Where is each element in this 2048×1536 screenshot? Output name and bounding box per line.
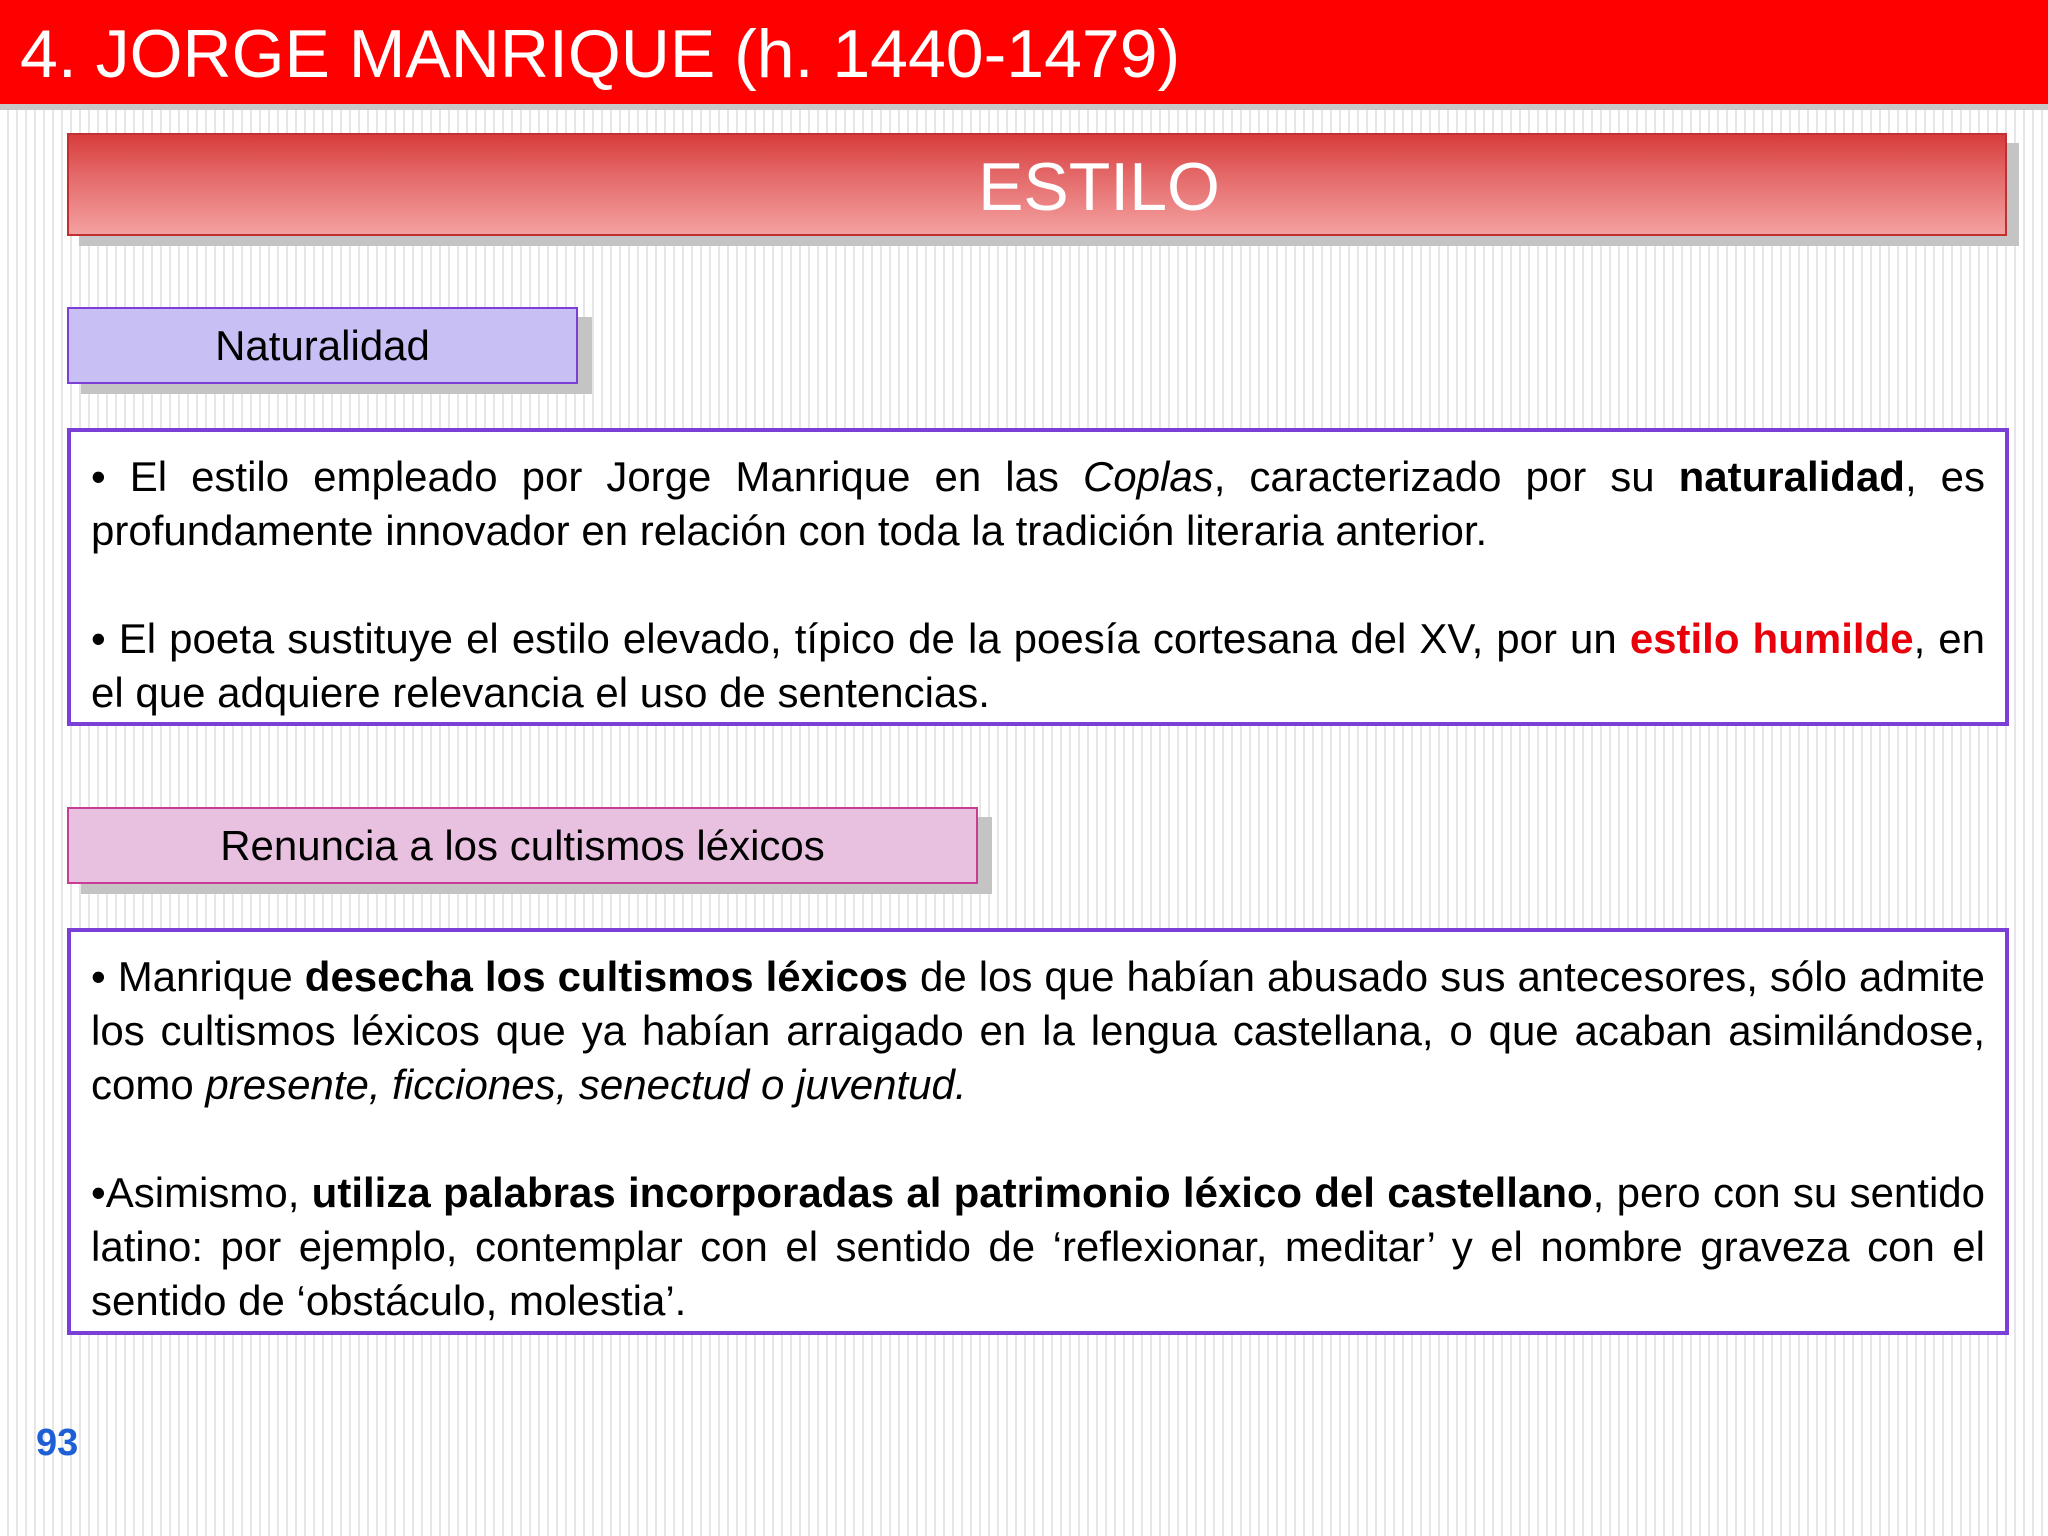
paragraph	[91, 1166, 1985, 1328]
bold-text: utiliza palabras incorporadas al patrimonio léxico del castellano	[311, 1169, 1593, 1216]
paragraph	[91, 612, 1985, 720]
text-run: • El poeta sustituye el estilo elevado, típico de la poesía cortesana del XV, por un	[91, 615, 1630, 662]
label-cultismos: Renuncia a los cultismos léxicos	[67, 807, 978, 884]
paragraph	[91, 450, 1985, 558]
label-naturalidad: Naturalidad	[67, 307, 578, 384]
section-banner	[67, 133, 2007, 236]
text-run: • Manrique	[91, 953, 305, 1000]
text-run: , es profundamente innovador en relación con toda la tradición literaria anterior.	[91, 453, 1986, 554]
page-number: 93	[36, 1422, 79, 1464]
section-title: ESTILO	[978, 149, 1220, 225]
text-run: , caracterizado por su	[1213, 453, 1679, 500]
text-run: •Asimismo,	[91, 1169, 312, 1216]
slide-title: 4. JORGE MANRIQUE (h. 1440-1479)	[20, 16, 1181, 92]
text-run: • El estilo empleado por Jorge Manrique en las	[91, 453, 1083, 500]
text-run: , pero con su sentido latino: por ejemplo, contemplar con el sentido de ‘reflexionar, meditar’ y el nombre graveza con el sentido de ‘obstáculo, molestia’.	[91, 1169, 1986, 1324]
bold-text: naturalidad	[1678, 453, 1905, 500]
italic-text: presente, ficciones, senectud o juventud.	[205, 1061, 967, 1108]
bold-text: desecha los cultismos léxicos	[304, 953, 909, 1000]
italic-text: Coplas	[1082, 453, 1214, 500]
title-bar	[0, 0, 2048, 104]
highlight-text: estilo humilde	[1629, 615, 1914, 662]
text-run: , en el que adquiere relevancia el uso de sentencias.	[91, 615, 1985, 716]
paragraph	[91, 950, 1985, 1112]
text-run: de los que habían abusado sus antecesores, sólo admite los cultismos léxicos que ya habían arraigado en la lengua castellana, o que acaban asimilándose, como	[91, 953, 1986, 1108]
content-box-naturalidad	[67, 428, 2009, 726]
content-box-cultismos	[67, 928, 2009, 1335]
